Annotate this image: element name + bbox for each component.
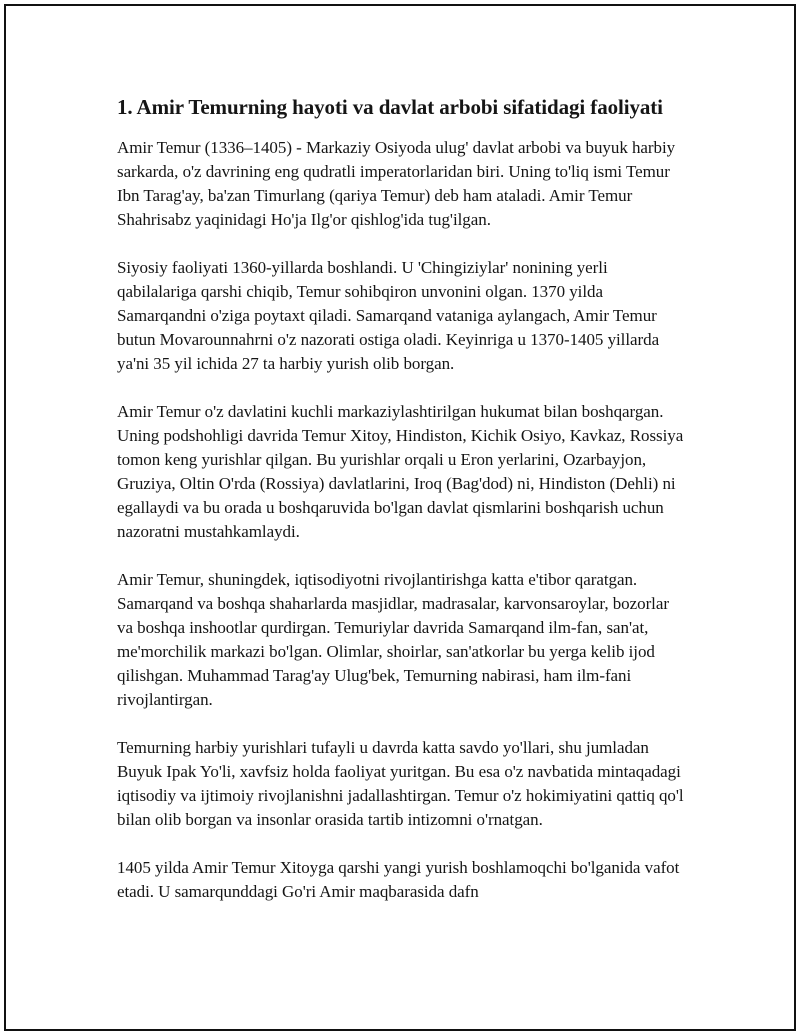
document-title: 1. Amir Temurning hayoti va davlat arbobi sifatidagi faoliyati [117,95,663,119]
paragraph: Amir Temur, shuningdek, iqtisodiyotni rivojlantirishga katta e'tibor qaratgan. Samarqand va boshqa shaharlarda masjidlar, madrasalar, karvonsaroylar, bozorlar va boshqa inshootlar qurdirgan. Temuriylar davrida Samarqand ilm-fan, san'at, me'morchilik markazi bo'lgan. Olimlar, shoirlar, san'atkorlar bu yerga kelib ijod qilishgan. Muhammad Tarag'ay Ulug'bek, Temurning nabirasi, ham ilm-fani rivojlantirgan. [117,570,669,709]
paragraph: Amir Temur (1336–1405) - Markaziy Osiyoda ulug' davlat arbobi va buyuk harbiy sarkarda, o'z davrining eng qudratli imperatorlaridan biri. Uning to'liq ismi Temur Ibn Tarag'ay, ba'zan Timurlang (qariya Temur) deb ham ataladi. Amir Temur Shahrisabz yaqinidagi Ho'ja Ilg'or qishlog'ida tug'ilgan. [117,138,676,229]
document-body [117,92,687,928]
paragraph: Siyosiy faoliyati 1360-yillarda boshlandi. U 'Chingiziylar' nonining yerli qabilalariga qarshi chiqib, Temur sohibqiron unvonini olgan. 1370 yilda Samarqandni o'ziga poytaxt qiladi. Samarqand vataniga aylangach, Amir Temur butun Movarounnahrni o'z nazorati ostiga oladi. Keyinriga u 1370-1405 yillarda ya'ni 35 yil ichida 27 ta harbiy yurish olib borgan. [117,258,660,373]
paragraph: 1405 yilda Amir Temur Xitoyga qarshi yangi yurish boshlamoqchi bo'lganida vafot etadi. U samarqunddagi Go'ri Amir maqbarasida dafn [117,858,680,901]
paragraph: Amir Temur o'z davlatini kuchli markaziylashtirilgan hukumat bilan boshqargan. Uning podshohligi davrida Temur Xitoy, Hindiston, Kichik Osiyo, Kavkaz, Rossiya tomon keng yurishlar qilgan. Bu yurishlar orqali u Eron yerlarini, Ozarbayjon, Gruziya, Oltin O'rda (Rossiya) davlatlarini, Iroq (Bag'dod) ni, Hindiston (Dehli) ni egallaydi va bu orada u boshqaruvida bo'lgan davlat qismlarini boshqarish uchun nazoratni mustahkamlaydi. [117,402,684,541]
paragraph: Temurning harbiy yurishlari tufayli u davrda katta savdo yo'llari, shu jumladan Buyuk Ipak Yo'li, xavfsiz holda faoliyat yuritgan. Bu esa o'z navbatida mintaqadagi iqtisodiy va ijtimoiy rivojlanishni jadallashtirgan. Temur o'z hokimiyatini qattiq qo'l bilan olib borgan va insonlar orasida tartib intizomni o'rnatgan. [117,738,684,829]
